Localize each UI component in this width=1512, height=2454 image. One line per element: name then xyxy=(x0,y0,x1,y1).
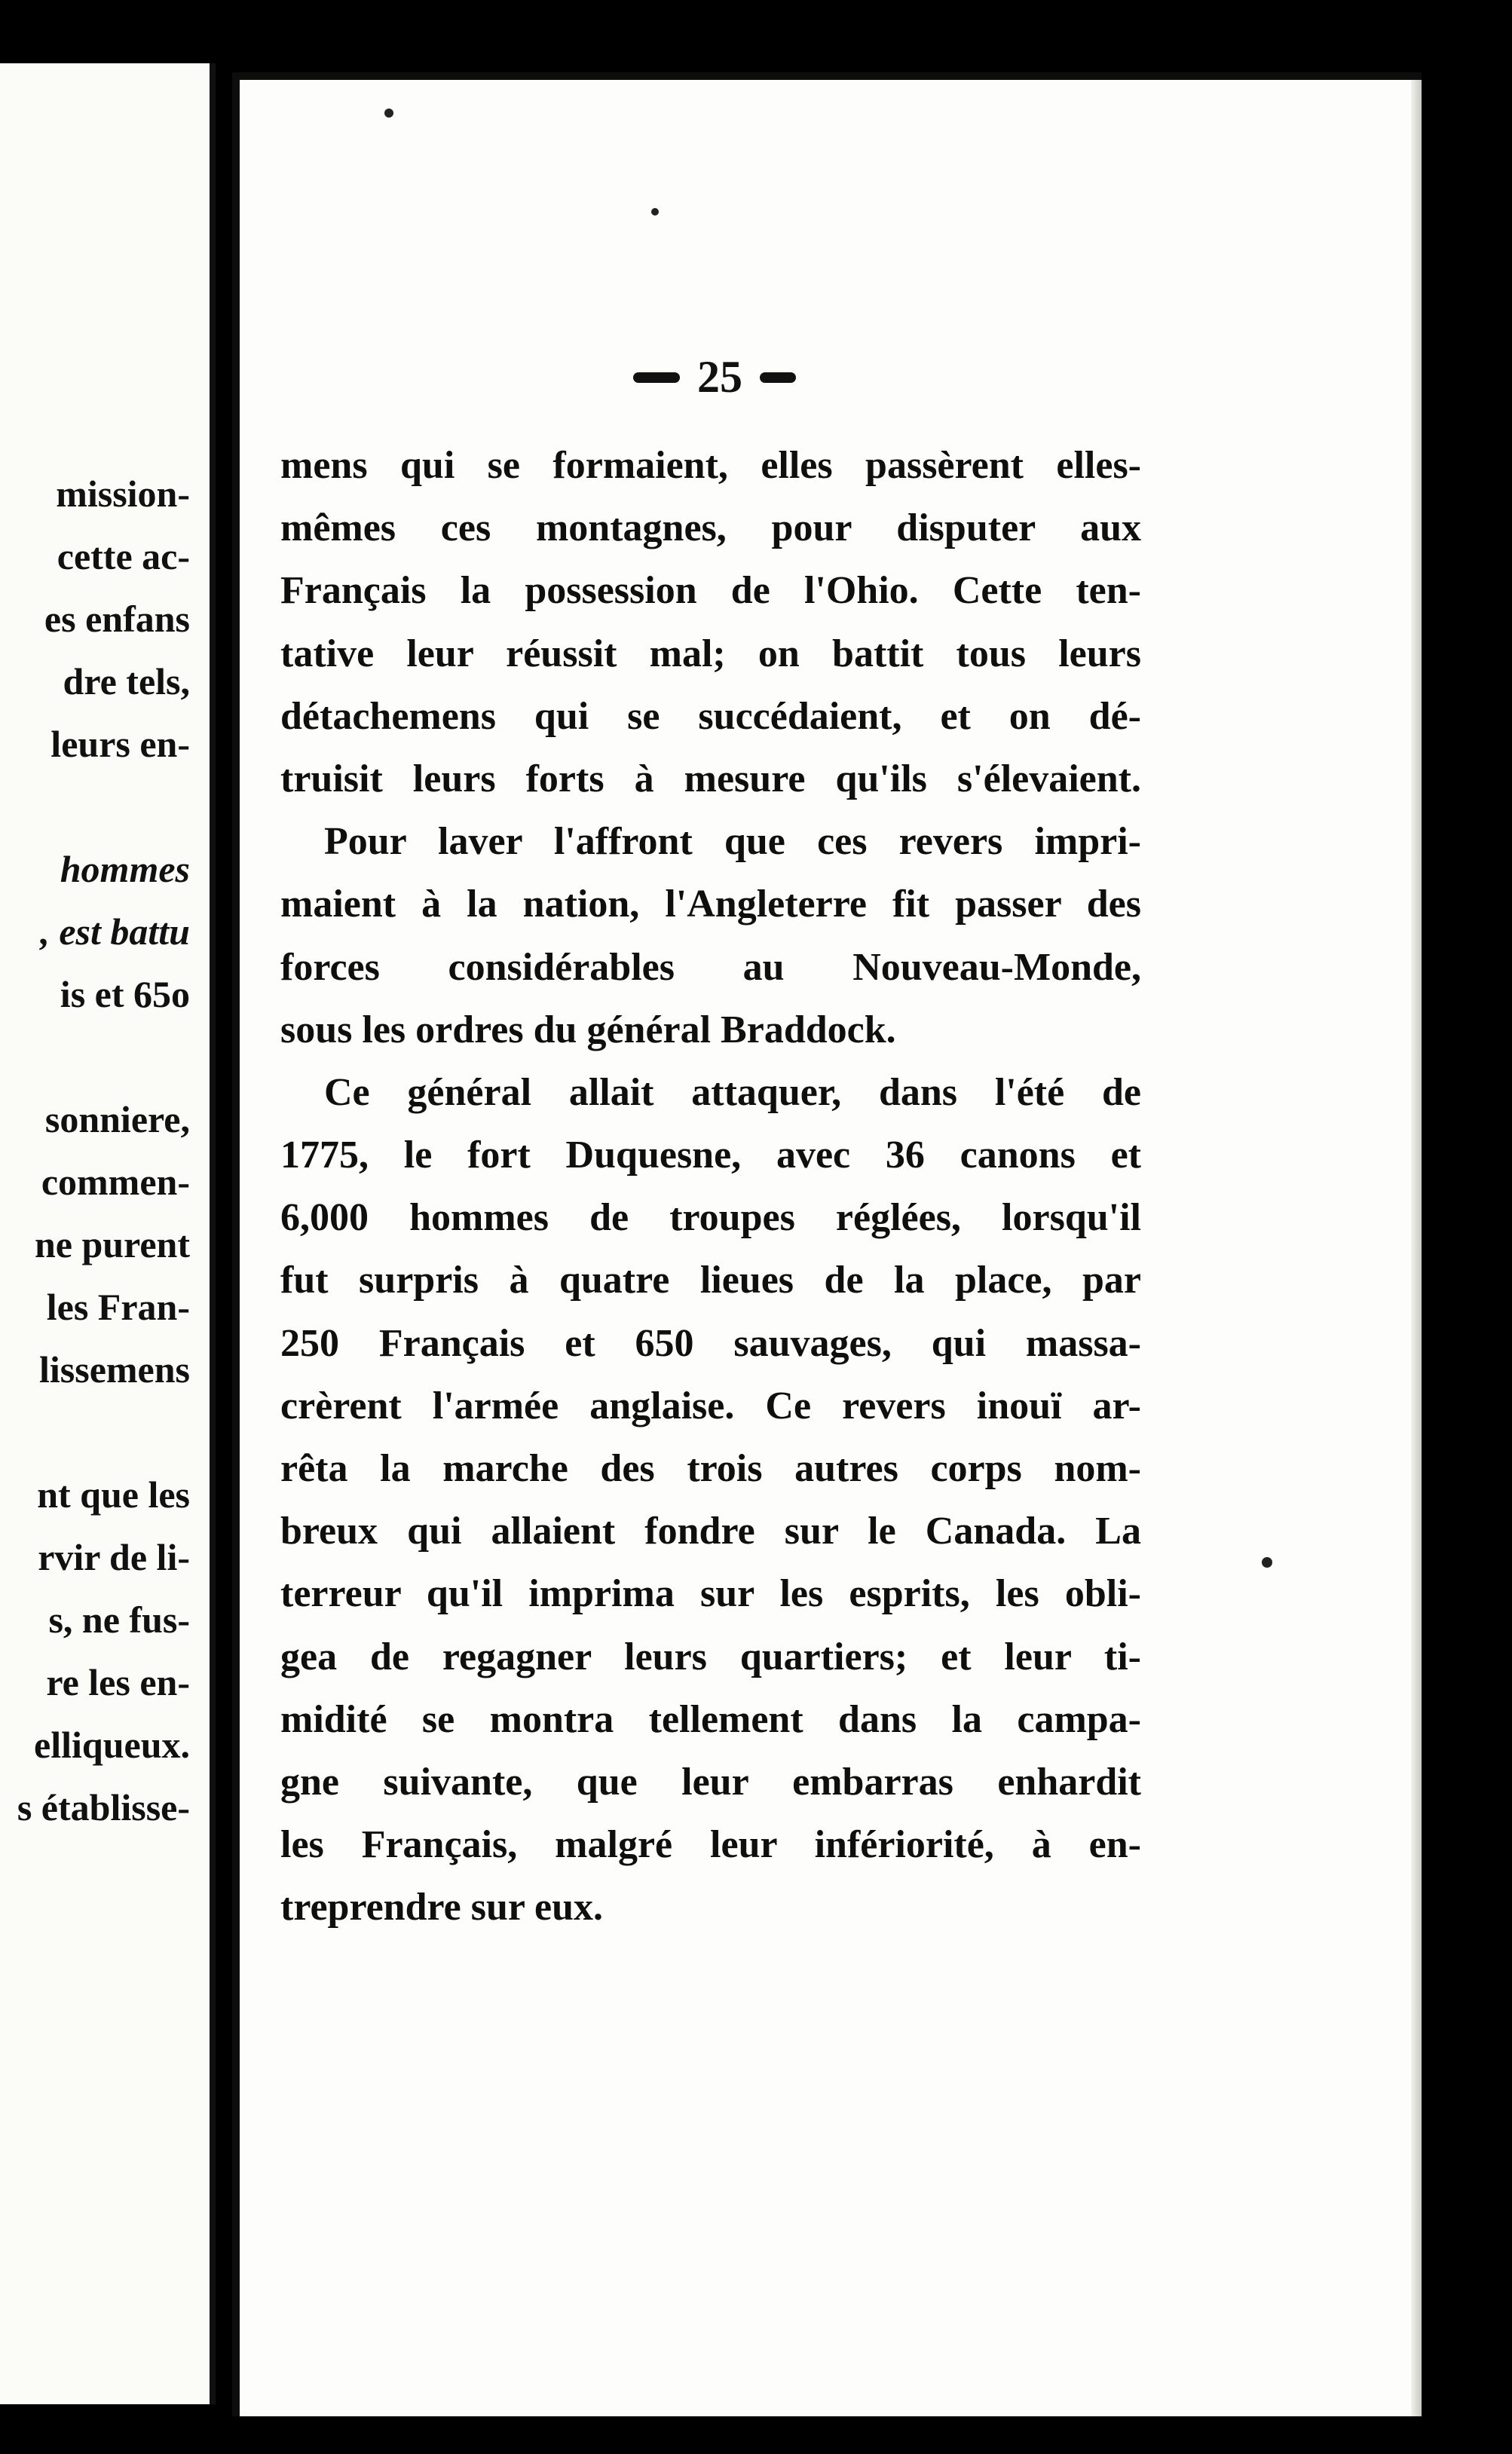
left-page-text xyxy=(17,463,190,1839)
left-line: leurs en- xyxy=(51,723,190,765)
text-line: Ce général allait attaquer, dans l'été de xyxy=(324,1070,1141,1114)
right-page xyxy=(232,72,1422,2416)
left-line: cette ac- xyxy=(57,535,190,577)
left-line: nt que les xyxy=(37,1473,190,1516)
left-line: s établisse- xyxy=(17,1786,190,1828)
left-line: es enfans xyxy=(44,598,190,640)
left-line: lissemens xyxy=(39,1348,190,1391)
text-line: Français la possession de l'Ohio. Cette ten- xyxy=(280,569,1141,613)
left-line-italic: , est battu xyxy=(40,910,190,953)
text-line: Pour laver l'affront que ces revers impri- xyxy=(324,820,1141,864)
left-line: s, ne fus- xyxy=(48,1599,190,1641)
text-line: les Français, malgré leur infériorité, à en- xyxy=(280,1823,1141,1867)
text-line: détachemens qui se succédaient, et on dé- xyxy=(280,694,1141,738)
left-line: mission- xyxy=(56,473,190,515)
speck-mark xyxy=(384,109,393,118)
left-page-fragment xyxy=(0,63,216,2404)
text-line: mens qui se formaient, elles passèrent elles- xyxy=(280,444,1141,487)
text-line: midité se montra tellement dans la campa- xyxy=(280,1697,1141,1741)
left-ornament-icon xyxy=(633,372,680,383)
page-edge-shadow xyxy=(1411,80,1422,2416)
paragraph xyxy=(280,1061,1141,1939)
text-line: 6,000 hommes de troupes réglées, lorsqu'il xyxy=(280,1196,1141,1240)
left-line xyxy=(17,901,190,963)
text-line: tative leur réussit mal; on battit tous leurs xyxy=(280,632,1141,675)
left-line: commen- xyxy=(41,1161,190,1203)
text-line: forces considérables au Nouveau-Monde, xyxy=(280,945,1141,989)
left-line-italic: hommes xyxy=(60,848,190,890)
left-line: les Fran- xyxy=(46,1286,190,1328)
left-line xyxy=(17,1026,190,1088)
left-line xyxy=(17,1401,190,1464)
text-line: fut surpris à quatre lieues de la place, par xyxy=(280,1259,1141,1302)
body-text xyxy=(280,434,1141,1939)
left-line: is et 65o xyxy=(60,973,190,1015)
text-line: rêta la marche des trois autres corps nom- xyxy=(280,1447,1141,1490)
text-line: gne suivante, que leur embarras enhardit xyxy=(280,1760,1141,1804)
text-line: maient à la nation, l'Angleterre fit passer des xyxy=(280,883,1141,926)
text-line: truisit leurs forts à mesure qu'ils s'élevaient. xyxy=(280,757,1141,800)
left-line: rvir de li- xyxy=(38,1536,190,1578)
paragraph xyxy=(280,434,1141,810)
speck-mark xyxy=(651,208,659,216)
running-header xyxy=(564,351,865,412)
text-line: 250 Français et 650 sauvages, qui massa- xyxy=(280,1321,1141,1365)
text-line: sous les ordres du général Braddock. xyxy=(280,1008,896,1051)
page-number: 25 xyxy=(697,352,742,402)
text-line: mêmes ces montagnes, pour disputer aux xyxy=(280,506,1141,550)
speck-mark xyxy=(1262,1557,1272,1568)
text-line: gea de regagner leurs quartiers; et leur ti- xyxy=(280,1635,1141,1678)
text-line: 1775, le fort Duquesne, avec 36 canons et xyxy=(280,1134,1141,1177)
left-line: ne purent xyxy=(34,1223,190,1265)
left-line xyxy=(17,776,190,838)
paragraph xyxy=(280,810,1141,1061)
left-line: re les en- xyxy=(46,1661,190,1703)
left-line: dre tels, xyxy=(63,660,190,702)
text-line: crèrent l'armée anglaise. Ce revers inouï ar- xyxy=(280,1384,1141,1427)
text-line: breux qui allaient fondre sur le Canada. La xyxy=(280,1510,1141,1553)
right-ornament-icon xyxy=(760,372,796,383)
left-line: elliqueux. xyxy=(34,1724,190,1766)
left-line: sonniere, xyxy=(44,1098,190,1140)
left-line xyxy=(17,838,190,901)
text-line: treprendre sur eux. xyxy=(280,1886,604,1929)
text-line: terreur qu'il imprima sur les esprits, les obli- xyxy=(280,1572,1141,1616)
